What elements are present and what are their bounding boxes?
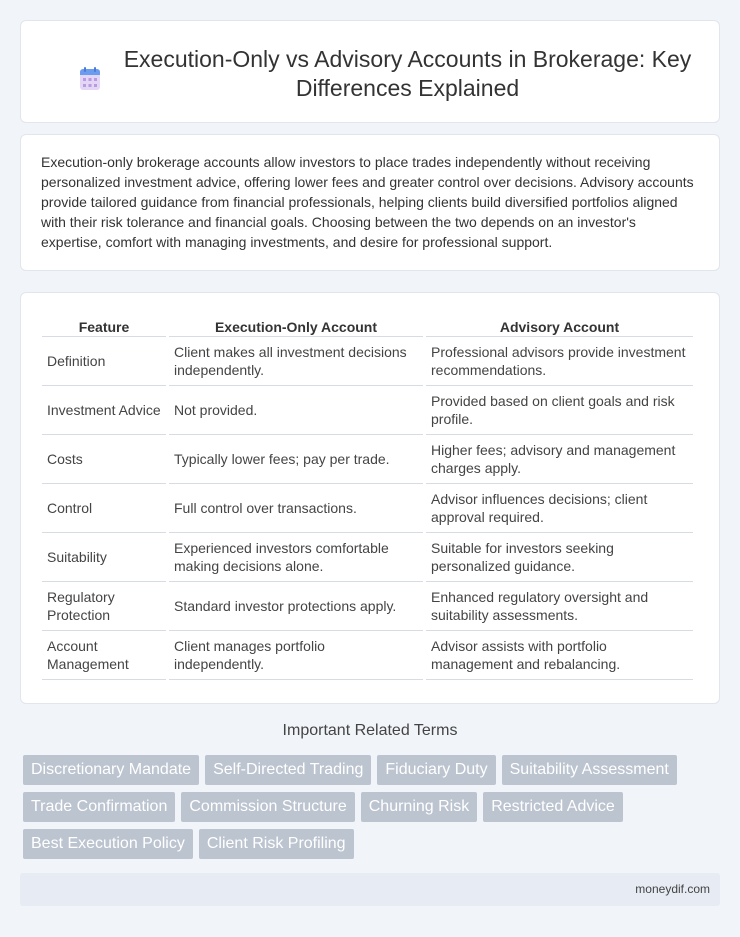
related-term-tag[interactable]: Best Execution Policy bbox=[23, 829, 193, 859]
cell-execution-only: Client makes all investment decisions independently. bbox=[169, 337, 423, 386]
page-title: Execution-Only vs Advisory Accounts in Brokerage: Key Differences Explained bbox=[123, 46, 692, 101]
cell-advisory: Professional advisors provide investment recommendations. bbox=[426, 337, 693, 386]
related-term-tag[interactable]: Client Risk Profiling bbox=[199, 829, 354, 859]
header-advisory: Advisory Account bbox=[426, 315, 693, 337]
cell-advisory: Advisor assists with portfolio management and rebalancing. bbox=[426, 631, 693, 680]
cell-feature: Suitability bbox=[42, 533, 166, 582]
intro-card bbox=[20, 134, 720, 271]
table-row bbox=[42, 337, 693, 386]
table-header-row bbox=[42, 315, 693, 337]
footer bbox=[20, 873, 720, 906]
related-term-tag[interactable]: Discretionary Mandate bbox=[23, 755, 199, 785]
header-execution-only: Execution-Only Account bbox=[169, 315, 423, 337]
related-term-tag[interactable]: Suitability Assessment bbox=[502, 755, 677, 785]
table-row bbox=[42, 386, 693, 435]
table-row bbox=[42, 533, 693, 582]
intro-paragraph: Execution-only brokerage accounts allow investors to place trades independently without receiving personalized investment advice, offering lower fees and greater control over decisions. Advisory accounts provide tailored guidance from financial professionals, helping clients build diversified portfolios aligned with their risk tolerance and financial goals. Choosing between the two depends on an investor's expertise, comfort with managing investments, and desire for professional support. bbox=[41, 154, 694, 250]
cell-feature: Control bbox=[42, 484, 166, 533]
table-row bbox=[42, 631, 693, 680]
related-term-tag[interactable]: Self-Directed Trading bbox=[205, 755, 371, 785]
calendar-grid-icon bbox=[79, 67, 101, 91]
comparison-card bbox=[20, 292, 720, 704]
related-terms-heading: Important Related Terms bbox=[282, 722, 458, 739]
cell-advisory: Advisor influences decisions; client approval required. bbox=[426, 484, 693, 533]
cell-execution-only: Experienced investors comfortable making decisions alone. bbox=[169, 533, 423, 582]
related-term-tag[interactable]: Restricted Advice bbox=[483, 792, 623, 822]
related-term-tag[interactable]: Churning Risk bbox=[361, 792, 477, 822]
related-term-tag[interactable]: Trade Confirmation bbox=[23, 792, 175, 822]
footer-site-link[interactable]: moneydif.com bbox=[635, 882, 710, 896]
cell-feature: Regulatory Protection bbox=[42, 582, 166, 631]
table-row bbox=[42, 435, 693, 484]
cell-advisory: Higher fees; advisory and management charges apply. bbox=[426, 435, 693, 484]
header-feature: Feature bbox=[42, 315, 166, 337]
related-term-tag[interactable]: Commission Structure bbox=[181, 792, 354, 822]
cell-execution-only: Client manages portfolio independently. bbox=[169, 631, 423, 680]
cell-feature: Investment Advice bbox=[42, 386, 166, 435]
comparison-table bbox=[39, 315, 696, 680]
cell-execution-only: Full control over transactions. bbox=[169, 484, 423, 533]
cell-execution-only: Typically lower fees; pay per trade. bbox=[169, 435, 423, 484]
table-row bbox=[42, 582, 693, 631]
table-row bbox=[42, 484, 693, 533]
related-term-tag[interactable]: Fiduciary Duty bbox=[377, 755, 495, 785]
cell-execution-only: Not provided. bbox=[169, 386, 423, 435]
cell-feature: Costs bbox=[42, 435, 166, 484]
related-terms-list bbox=[23, 755, 703, 859]
cell-feature: Definition bbox=[42, 337, 166, 386]
cell-advisory: Enhanced regulatory oversight and suitability assessments. bbox=[426, 582, 693, 631]
cell-feature: Account Management bbox=[42, 631, 166, 680]
cell-execution-only: Standard investor protections apply. bbox=[169, 582, 423, 631]
cell-advisory: Suitable for investors seeking personalized guidance. bbox=[426, 533, 693, 582]
title-card bbox=[20, 20, 720, 123]
cell-advisory: Provided based on client goals and risk profile. bbox=[426, 386, 693, 435]
